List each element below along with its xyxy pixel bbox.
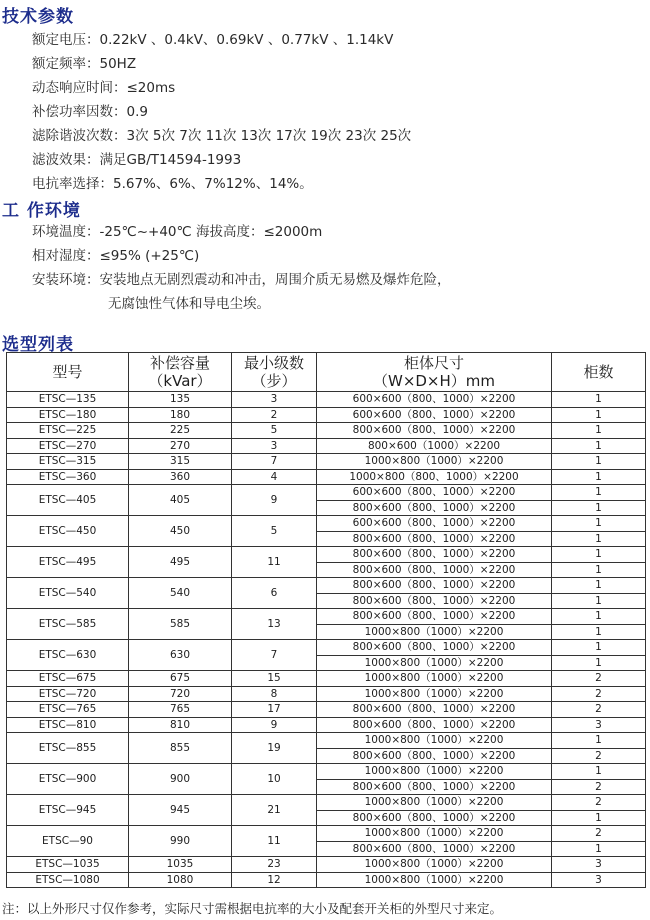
header-capacity-line2: （kVar）	[148, 372, 212, 390]
spec-value: 5.67%、6%、7%12%、14%。	[113, 176, 313, 192]
spec-label: 电抗率选择：	[32, 176, 113, 192]
cell-cabinets: 2	[552, 702, 646, 718]
table-row	[7, 640, 646, 656]
spec-label: 补偿功率因数：	[32, 104, 127, 120]
cell-capacity: 900	[129, 764, 232, 795]
cell-size: 600×600（800、1000）×2200	[317, 392, 552, 408]
cell-capacity: 450	[129, 516, 232, 547]
cell-model: ETSC—315	[7, 454, 129, 470]
cell-capacity: 270	[129, 438, 232, 454]
cell-size: 1000×800（800、1000）×2200	[317, 469, 552, 485]
header-size-line1: 柜体尺寸	[403, 354, 464, 372]
cell-cabinets: 1	[552, 578, 646, 594]
header-capacity	[129, 353, 232, 392]
spec-label: 额定电压：	[32, 32, 100, 48]
env-temperature	[32, 220, 322, 240]
table-header-row	[7, 353, 646, 392]
cell-model: ETSC—630	[7, 640, 129, 671]
spec-value: 0.9	[126, 104, 148, 120]
table-row	[7, 454, 646, 470]
table-row	[7, 578, 646, 594]
cell-model: ETSC—540	[7, 578, 129, 609]
cell-size: 1000×800（1000）×2200	[317, 795, 552, 811]
footnote: 注：以上外形尺寸仅作参考，实际尺寸需根据电抗率的大小及配套开关柜的外型尺寸来定。	[2, 901, 503, 916]
cell-cabinets: 1	[552, 593, 646, 609]
table-body	[7, 392, 646, 888]
cell-size: 800×600（1000）×2200	[317, 438, 552, 454]
cell-size: 800×600（800、1000）×2200	[317, 547, 552, 563]
cell-size: 800×600（800、1000）×2200	[317, 841, 552, 857]
spec-value: ≤20ms	[126, 80, 176, 96]
tech-title: 技术参数	[2, 7, 74, 27]
cell-model: ETSC—135	[7, 392, 129, 408]
cell-capacity: 630	[129, 640, 232, 671]
cell-model: ETSC—900	[7, 764, 129, 795]
cell-capacity: 405	[129, 485, 232, 516]
spec-label: 安装环境：	[32, 272, 100, 288]
cell-model: ETSC—675	[7, 671, 129, 687]
cell-steps: 23	[232, 857, 317, 873]
cell-cabinets: 1	[552, 609, 646, 625]
cell-model: ETSC—180	[7, 407, 129, 423]
cell-size: 800×600（800、1000）×2200	[317, 609, 552, 625]
cell-size: 1000×800（1000）×2200	[317, 624, 552, 640]
spec-label: 额定频率：	[32, 56, 100, 72]
cell-capacity: 225	[129, 423, 232, 439]
table-row	[7, 609, 646, 625]
cell-cabinets: 3	[552, 717, 646, 733]
cell-steps: 12	[232, 872, 317, 888]
table-row	[7, 438, 646, 454]
cell-capacity: 720	[129, 686, 232, 702]
cell-size: 800×600（800、1000）×2200	[317, 423, 552, 439]
table-row	[7, 733, 646, 749]
cell-steps: 10	[232, 764, 317, 795]
cell-model: ETSC—945	[7, 795, 129, 826]
spec-rated-voltage	[32, 28, 393, 48]
table-row	[7, 671, 646, 687]
cell-steps: 11	[232, 826, 317, 857]
cell-capacity: 135	[129, 392, 232, 408]
cell-steps: 13	[232, 609, 317, 640]
cell-steps: 4	[232, 469, 317, 485]
selection-table	[6, 352, 646, 888]
cell-model: ETSC—855	[7, 733, 129, 764]
cell-model: ETSC—720	[7, 686, 129, 702]
cell-size: 1000×800（1000）×2200	[317, 671, 552, 687]
spec-power-factor	[32, 100, 148, 120]
env-title: 工 作环境	[2, 201, 81, 221]
spec-value: 满足GB/T14594-1993	[99, 152, 242, 168]
cell-steps: 11	[232, 547, 317, 578]
cell-cabinets: 1	[552, 841, 646, 857]
cell-steps: 6	[232, 578, 317, 609]
header-steps	[232, 353, 317, 392]
cell-cabinets: 1	[552, 764, 646, 780]
cell-cabinets: 1	[552, 454, 646, 470]
cell-cabinets: 1	[552, 469, 646, 485]
header-steps-line1: 最小级数	[243, 354, 304, 372]
cell-model: ETSC—810	[7, 717, 129, 733]
selection-title: 选型列表	[2, 335, 74, 355]
cell-cabinets: 2	[552, 826, 646, 842]
table-row	[7, 485, 646, 501]
cell-cabinets: 1	[552, 407, 646, 423]
cell-cabinets: 2	[552, 686, 646, 702]
table-row	[7, 407, 646, 423]
cell-steps: 3	[232, 392, 317, 408]
table-row	[7, 469, 646, 485]
cell-size: 800×600（800、1000）×2200	[317, 748, 552, 764]
cell-model: ETSC—270	[7, 438, 129, 454]
cell-capacity: 495	[129, 547, 232, 578]
table-row	[7, 392, 646, 408]
cell-cabinets: 1	[552, 485, 646, 501]
cell-size: 600×600（800、1000）×2200	[317, 516, 552, 532]
cell-size: 800×600（800、1000）×2200	[317, 717, 552, 733]
table-row	[7, 857, 646, 873]
spec-value: 3次 5次 7次 11次 13次 17次 19次 23次 25次	[126, 128, 412, 144]
cell-steps: 9	[232, 717, 317, 733]
cell-cabinets: 1	[552, 640, 646, 656]
table-row	[7, 872, 646, 888]
spec-value: -25℃~+40℃ 海拔高度：≤2000m	[99, 224, 323, 240]
cell-cabinets: 1	[552, 516, 646, 532]
cell-size: 800×600（800、1000）×2200	[317, 500, 552, 516]
cell-size: 1000×800（1000）×2200	[317, 872, 552, 888]
cell-steps: 8	[232, 686, 317, 702]
table-row	[7, 516, 646, 532]
cell-capacity: 945	[129, 795, 232, 826]
cell-model: ETSC—90	[7, 826, 129, 857]
table-row	[7, 702, 646, 718]
cell-capacity: 810	[129, 717, 232, 733]
cell-cabinets: 3	[552, 857, 646, 873]
cell-model: ETSC—1080	[7, 872, 129, 888]
cell-steps: 2	[232, 407, 317, 423]
cell-steps: 5	[232, 423, 317, 439]
spec-value: 50HZ	[99, 56, 137, 72]
cell-capacity: 585	[129, 609, 232, 640]
cell-capacity: 315	[129, 454, 232, 470]
cell-cabinets: 1	[552, 733, 646, 749]
cell-size: 800×600（800、1000）×2200	[317, 779, 552, 795]
cell-steps: 5	[232, 516, 317, 547]
cell-steps: 17	[232, 702, 317, 718]
cell-size: 800×600（800、1000）×2200	[317, 810, 552, 826]
header-capacity-line1: 补偿容量	[149, 354, 210, 372]
cell-cabinets: 1	[552, 531, 646, 547]
cell-steps: 15	[232, 671, 317, 687]
spec-rated-frequency	[32, 52, 136, 72]
cell-capacity: 540	[129, 578, 232, 609]
table-row	[7, 764, 646, 780]
spec-label: 滤波效果：	[32, 152, 100, 168]
cell-capacity: 180	[129, 407, 232, 423]
cell-cabinets: 1	[552, 438, 646, 454]
cell-size: 1000×800（1000）×2200	[317, 454, 552, 470]
table-row	[7, 686, 646, 702]
spec-filter-effect	[32, 148, 241, 168]
cell-steps: 7	[232, 454, 317, 470]
env-install-cont	[108, 292, 270, 312]
cell-size: 1000×800（1000）×2200	[317, 686, 552, 702]
spec-label: 相对湿度：	[32, 248, 100, 264]
cell-capacity: 360	[129, 469, 232, 485]
env-install	[32, 268, 451, 288]
spec-label: 环境温度：	[32, 224, 100, 240]
header-steps-line2: （步）	[251, 372, 297, 390]
cell-steps: 7	[232, 640, 317, 671]
cell-model: ETSC—765	[7, 702, 129, 718]
cell-model: ETSC—1035	[7, 857, 129, 873]
spec-value: 0.22kV 、0.4kV、0.69kV 、0.77kV 、1.14kV	[99, 32, 394, 48]
cell-cabinets: 1	[552, 562, 646, 578]
cell-model: ETSC—225	[7, 423, 129, 439]
env-humidity	[32, 244, 199, 264]
spec-label: 动态响应时间：	[32, 80, 127, 96]
cell-size: 800×600（800、1000）×2200	[317, 640, 552, 656]
cell-model: ETSC—405	[7, 485, 129, 516]
cell-cabinets: 1	[552, 423, 646, 439]
cell-size: 1000×800（1000）×2200	[317, 733, 552, 749]
cell-size: 1000×800（1000）×2200	[317, 764, 552, 780]
cell-capacity: 675	[129, 671, 232, 687]
cell-cabinets: 1	[552, 392, 646, 408]
cell-cabinets: 1	[552, 810, 646, 826]
spec-response-time	[32, 76, 175, 96]
table-row	[7, 423, 646, 439]
cell-cabinets: 2	[552, 779, 646, 795]
header-size-line2: （W×D×H）mm	[372, 372, 496, 390]
table-row	[7, 826, 646, 842]
cell-size: 600×600（800、1000）×2200	[317, 407, 552, 423]
cell-model: ETSC—450	[7, 516, 129, 547]
cell-size: 600×600（800、1000）×2200	[317, 485, 552, 501]
table-row	[7, 547, 646, 563]
cell-size: 800×600（800、1000）×2200	[317, 578, 552, 594]
spec-reactance	[32, 172, 313, 192]
spec-label: 滤除谐波次数：	[32, 128, 127, 144]
header-cabinets: 柜数	[552, 353, 646, 392]
cell-cabinets: 3	[552, 872, 646, 888]
cell-size: 1000×800（1000）×2200	[317, 857, 552, 873]
spec-value: ≤95% (+25℃)	[99, 248, 200, 264]
cell-capacity: 1080	[129, 872, 232, 888]
cell-size: 800×600（800、1000）×2200	[317, 562, 552, 578]
cell-capacity: 855	[129, 733, 232, 764]
cell-cabinets: 2	[552, 671, 646, 687]
cell-size: 1000×800（1000）×2200	[317, 655, 552, 671]
cell-capacity: 990	[129, 826, 232, 857]
cell-size: 800×600（800、1000）×2200	[317, 702, 552, 718]
cell-size: 800×600（800、1000）×2200	[317, 593, 552, 609]
cell-cabinets: 1	[552, 624, 646, 640]
table-row	[7, 795, 646, 811]
cell-steps: 3	[232, 438, 317, 454]
cell-cabinets: 1	[552, 547, 646, 563]
spec-harmonics	[32, 124, 411, 144]
cell-cabinets: 2	[552, 748, 646, 764]
table-row	[7, 717, 646, 733]
cell-cabinets: 2	[552, 795, 646, 811]
cell-cabinets: 1	[552, 655, 646, 671]
cell-model: ETSC—360	[7, 469, 129, 485]
header-model: 型号	[7, 353, 129, 392]
cell-capacity: 1035	[129, 857, 232, 873]
spec-value: 无腐蚀性气体和导电尘埃。	[108, 296, 270, 312]
cell-steps: 19	[232, 733, 317, 764]
cell-model: ETSC—495	[7, 547, 129, 578]
cell-capacity: 765	[129, 702, 232, 718]
spec-value: 安装地点无剧烈震动和冲击，周围介质无易燃及爆炸危险，	[99, 272, 451, 288]
cell-size: 800×600（800、1000）×2200	[317, 531, 552, 547]
cell-model: ETSC—585	[7, 609, 129, 640]
cell-steps: 21	[232, 795, 317, 826]
cell-steps: 9	[232, 485, 317, 516]
cell-cabinets: 1	[552, 500, 646, 516]
cell-size: 1000×800（1000）×2200	[317, 826, 552, 842]
header-size	[317, 353, 552, 392]
